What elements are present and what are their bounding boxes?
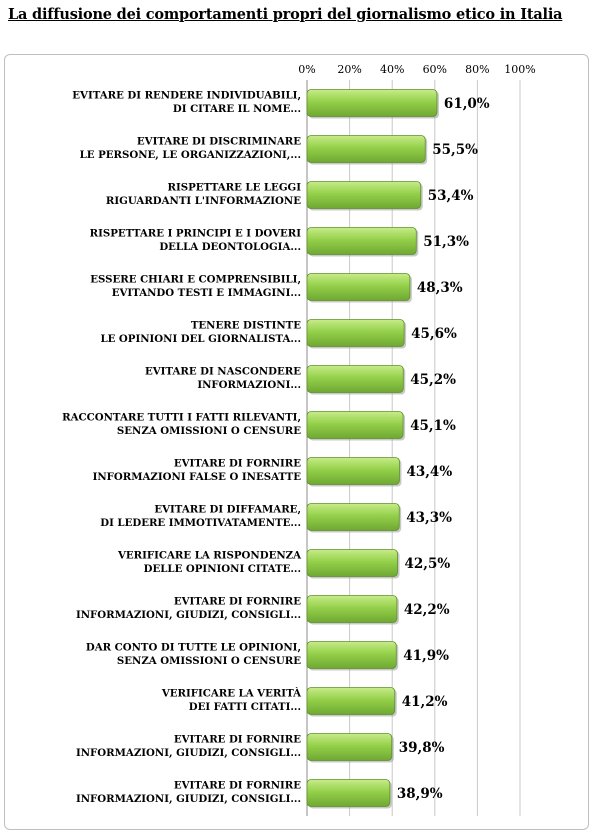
category-label: RACCONTARE TUTTI I FATTI RILEVANTI, <box>62 411 301 424</box>
category-label: VERIFICARE LA VERITÀ <box>161 687 301 700</box>
data-label: 42,2% <box>403 602 450 618</box>
data-label: 51,3% <box>423 234 469 250</box>
data-label: 48,3% <box>416 280 463 296</box>
category-label: RIGUARDANTI L'INFORMAZIONE <box>105 194 301 207</box>
bar <box>307 734 392 761</box>
data-label: 55,5% <box>432 142 478 158</box>
category-label: RISPETTARE I PRINCIPI E I DOVERI <box>89 227 301 240</box>
data-label: 45,6% <box>411 326 457 342</box>
category-label: EVITARE DI FORNIRE <box>173 733 301 746</box>
category-label: DI CITARE IL NOME... <box>172 102 301 115</box>
bar <box>307 182 421 209</box>
category-label: RISPETTARE LE LEGGI <box>167 181 301 194</box>
category-label: TENERE DISTINTE <box>190 319 301 332</box>
data-label: 41,9% <box>403 648 449 664</box>
category-label: INFORMAZIONI... <box>197 378 301 391</box>
x-tick-label: 40% <box>379 63 405 76</box>
data-label: 53,4% <box>427 188 474 204</box>
data-label: 38,9% <box>396 786 443 802</box>
category-label: SENZA OMISSIONI O CENSURE <box>116 424 301 437</box>
data-label: 43,4% <box>406 464 453 480</box>
category-label: ESSERE CHIARI E COMPRENSIBILI, <box>90 273 301 286</box>
bar <box>307 90 437 117</box>
bar <box>307 228 416 255</box>
category-label: EVITANDO TESTI E IMMAGINI... <box>111 286 301 299</box>
bar <box>307 136 425 163</box>
bar <box>307 596 397 623</box>
data-label: 45,2% <box>410 372 456 388</box>
bar <box>307 320 404 347</box>
bar <box>307 688 395 715</box>
category-label: EVITARE DI NASCONDERE <box>145 365 301 378</box>
category-label: INFORMAZIONI FALSE O INESATTE <box>92 470 301 483</box>
category-label: INFORMAZIONI, GIUDIZI, CONSIGLI... <box>75 608 301 621</box>
data-label: 39,8% <box>398 740 445 756</box>
bar <box>307 274 410 301</box>
category-label: INFORMAZIONI, GIUDIZI, CONSIGLI... <box>75 746 301 759</box>
x-tick-label: 60% <box>422 63 448 76</box>
category-label: DELLA DEONTOLOGIA... <box>159 240 301 253</box>
category-label: EVITARE DI FORNIRE <box>173 457 301 470</box>
category-label: INFORMAZIONI, GIUDIZI, CONSIGLI... <box>75 792 301 805</box>
category-label: LE PERSONE, LE ORGANIZZAZIONI,... <box>79 148 301 161</box>
category-label: LE OPINIONI DEL GIORNALISTA... <box>100 332 301 345</box>
chart-title: La diffusione dei comportamenti propri del giornalismo etico in Italia <box>8 6 563 23</box>
data-label: 41,2% <box>401 694 448 710</box>
x-tick-label: 100% <box>504 63 536 76</box>
bar <box>307 458 399 485</box>
bar <box>307 504 399 531</box>
x-tick-label: 20% <box>337 63 362 76</box>
data-label: 61,0% <box>443 96 490 112</box>
category-label: EVITARE DI DISCRIMINARE <box>136 135 301 148</box>
category-label: VERIFICARE LA RISPONDENZA <box>118 549 301 562</box>
bar <box>307 642 396 669</box>
category-label: DI LEDERE IMMOTIVATAMENTE... <box>100 516 301 529</box>
bar <box>307 780 390 807</box>
bar <box>307 366 403 393</box>
data-label: 45,1% <box>410 418 456 434</box>
bar <box>307 550 398 577</box>
data-label: 42,5% <box>404 556 451 572</box>
category-label: DAR CONTO DI TUTTE LE OPINIONI, <box>85 641 301 654</box>
bar <box>307 412 403 439</box>
data-label: 43,3% <box>406 510 452 526</box>
x-tick-label: 80% <box>465 63 490 76</box>
category-label: EVITARE DI DIFFAMARE, <box>154 503 301 516</box>
category-label: DELLE OPINIONI CITATE... <box>143 562 301 575</box>
category-label: EVITARE DI FORNIRE <box>173 779 301 792</box>
x-tick-label: 0% <box>298 63 316 76</box>
category-label: DEI FATTI CITATI... <box>188 700 301 713</box>
category-label: SENZA OMISSIONI O CENSURE <box>116 654 301 667</box>
category-label: EVITARE DI FORNIRE <box>173 595 301 608</box>
category-label: EVITARE DI RENDERE INDIVIDUABILI, <box>72 89 301 102</box>
